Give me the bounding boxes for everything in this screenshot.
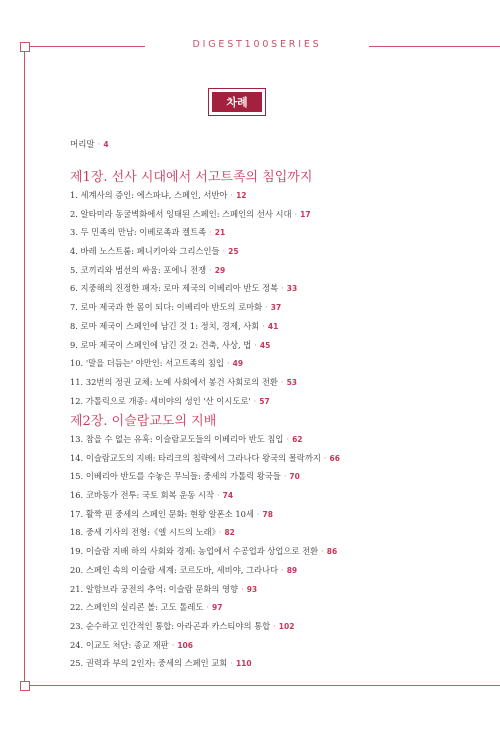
toc-entry-title: 3. 두 민족의 만남: 이베로족과 켈트족 — [70, 227, 207, 238]
toc-entry-title: 5. 코끼리와 범선의 싸움: 포에니 전쟁 — [70, 264, 207, 275]
separator-dot: · — [265, 302, 268, 313]
toc-entry-page: 41 — [267, 321, 279, 331]
separator-dot: · — [209, 264, 212, 275]
toc-entry-title: 25. 권력과 부의 2인자: 중세의 스페인 교회 — [70, 658, 228, 669]
separator-dot: · — [206, 602, 210, 613]
separator-dot: · — [254, 339, 257, 350]
toc-entry[interactable] — [70, 430, 340, 449]
toc-entry-title: 22. 스페인의 실리콘 볼: 고도 톨레도 — [70, 602, 204, 613]
separator-dot: · — [294, 208, 298, 219]
toc-entry-title: 9. 로마 제국이 스페인에 남긴 것 2: 건축, 사상, 법 — [70, 339, 252, 350]
toc-entry[interactable] — [70, 336, 311, 355]
toc-entry[interactable] — [70, 242, 311, 261]
separator-dot: · — [273, 620, 276, 631]
toc-entry-title: 15. 이베리아 반도를 수놓은 무늬들: 중세의 가톨릭 왕국들 — [70, 471, 281, 482]
toc-entry[interactable] — [70, 467, 340, 486]
toc-entry-page: 70 — [289, 472, 300, 482]
separator-dot: · — [209, 227, 212, 238]
separator-dot: · — [280, 376, 284, 387]
toc-entry-title: 1. 세계사의 증인: 에스파냐, 스페인, 서반아 — [70, 190, 228, 200]
toc-entry[interactable] — [70, 298, 311, 317]
toc-entry-page: 49 — [232, 359, 244, 369]
toc-entry[interactable] — [70, 392, 311, 411]
separator-dot: · — [217, 490, 220, 501]
toc-entry[interactable] — [70, 505, 340, 524]
separator-dot: · — [218, 527, 222, 538]
toc-entry-page: 110 — [235, 659, 252, 669]
series-label: DIGEST100SERIES — [145, 39, 369, 50]
toc-entry[interactable] — [70, 186, 311, 205]
toc-entry-page: 102 — [278, 621, 295, 631]
toc-entry[interactable] — [70, 580, 340, 599]
separator-dot: · — [230, 190, 234, 200]
toc-entry-page: 66 — [329, 453, 340, 463]
separator-dot: · — [256, 508, 260, 519]
toc-entry[interactable] — [70, 598, 340, 617]
toc-entry[interactable] — [70, 523, 340, 542]
toc-entry-title: 12. 가톨릭으로 개종: 세비야의 성인 '산 이시도로' — [70, 395, 251, 406]
toc-entry[interactable] — [70, 561, 340, 580]
toc-entry[interactable] — [70, 223, 311, 242]
toc-entry[interactable] — [70, 654, 340, 673]
toc-entry-title: 24. 이교도 처단: 종교 재판 — [70, 639, 169, 650]
separator-dot: · — [281, 564, 284, 575]
toc-entry-title: 10. '말을 더듬는' 야만인: 서고트족의 침입 — [70, 358, 224, 369]
frame-corner-top-left — [20, 42, 30, 52]
chapter-2-title: 제2장. 이슬람교도의 지배 — [70, 414, 217, 429]
chapter-1-title: 제1장. 선사 시대에서 서고트족의 침입까지 — [70, 170, 313, 185]
separator-dot: · — [281, 283, 284, 294]
toc-entry-page: 45 — [259, 340, 271, 350]
separator-dot: · — [323, 452, 327, 463]
toc-entry[interactable] — [70, 354, 311, 373]
toc-entry-page: 82 — [224, 528, 235, 538]
toc-entry-page: 78 — [262, 509, 273, 519]
frame-corner-bottom-left — [20, 681, 30, 691]
toc-entry-title: 19. 이슬람 지배 하의 사회와 경제: 농업에서 수공업과 상업으로 전환 — [70, 546, 319, 557]
toc-entry-page: 12 — [236, 191, 247, 200]
toc-entry-title: 11. 32번의 정권 교체: 노예 사회에서 봉건 사회로의 전환 — [70, 376, 278, 387]
chapter-2-list — [70, 430, 340, 673]
toc-entry-title: 7. 로마 제국과 한 몸이 되다: 이베리아 반도의 로마화 — [70, 302, 263, 313]
toc-entry-page: 53 — [286, 377, 298, 387]
toc-entry[interactable] — [70, 542, 340, 561]
toc-entry-title: 6. 지중해의 진정한 패자: 로마 제국의 이베리아 반도 정복 — [70, 283, 279, 294]
toc-entry-page: 17 — [300, 209, 311, 219]
toc-entry-page: 33 — [286, 284, 298, 294]
separator-dot: · — [226, 358, 230, 369]
separator-dot: · — [262, 320, 265, 331]
toc-entry-page: 57 — [259, 396, 270, 406]
toc-entry-page: 25 — [228, 247, 239, 257]
toc-entry-page: 74 — [222, 491, 234, 501]
preface-title: 머리말 — [70, 140, 95, 150]
toc-title: 차례 — [212, 92, 262, 112]
toc-entry-page: 89 — [286, 565, 298, 575]
preface-entry[interactable]: 머리말 · 4 — [70, 140, 109, 150]
separator-dot: · — [230, 658, 233, 669]
toc-entry-title: 13. 참을 수 없는 유혹: 이슬람교도들의 이베리아 반도 침입 — [70, 434, 284, 444]
toc-entry-page: 106 — [177, 640, 193, 650]
chapter-1-list — [70, 186, 311, 410]
separator-dot: · — [241, 583, 244, 594]
toc-entry[interactable] — [70, 636, 340, 655]
toc-entry-page: 21 — [214, 228, 226, 238]
toc-entry[interactable] — [70, 617, 340, 636]
toc-entry-title: 17. 활짝 핀 중세의 스페인 문화: 현왕 알폰소 10세 — [70, 508, 254, 519]
toc-entry[interactable] — [70, 205, 311, 224]
toc-entry[interactable] — [70, 486, 340, 505]
toc-entry-page: 62 — [292, 435, 303, 444]
toc-entry[interactable] — [70, 261, 311, 280]
toc-entry-title: 20. 스페인 속의 이슬람 세계: 코르도바, 세비야, 그라나다 — [70, 564, 279, 575]
separator-dot: · — [286, 434, 290, 444]
toc-title-box — [208, 88, 266, 116]
separator-dot: · — [222, 246, 226, 257]
toc-entry-title: 16. 코바동가 전투: 국토 회복 운동 시작 — [70, 490, 215, 501]
toc-entry-title: 23. 순수하고 인간적인 통합: 아라곤과 카스티야의 통합 — [70, 620, 271, 631]
toc-entry[interactable] — [70, 373, 311, 392]
preface-page: 4 — [103, 140, 109, 149]
toc-entry-page: 93 — [246, 584, 258, 594]
toc-entry-title: 21. 알함브라 궁전의 추억: 이슬람 문화의 영향 — [70, 583, 239, 594]
toc-entry-title: 4. 바레 노스트룸: 페니키아와 그리스인들 — [70, 246, 220, 257]
separator-dot: · — [283, 471, 287, 482]
toc-entry-page: 86 — [326, 547, 338, 557]
toc-entry-title: 18. 중세 기사의 전형:《엘 시드의 노래》 — [70, 527, 216, 538]
toc-entry-page: 37 — [270, 303, 282, 313]
toc-entry-title: 2. 알타미라 동굴벽화에서 잉태된 스페인: 스페인의 선사 시대 — [70, 208, 292, 219]
separator-dot: · — [253, 395, 257, 406]
toc-entry[interactable] — [70, 317, 311, 336]
separator-dot: · — [321, 546, 324, 557]
toc-entry[interactable] — [70, 449, 340, 468]
toc-entry-page: 29 — [214, 265, 226, 275]
separator-dot: · — [171, 639, 175, 650]
toc-entry-title: 14. 이슬람교도의 지배: 타리크의 침략에서 그라나다 왕국의 몰락까지 — [70, 452, 321, 463]
toc-entry-title: 8. 로마 제국이 스페인에 남긴 것 1: 정치, 경제, 사회 — [70, 320, 260, 331]
toc-entry-page: 97 — [212, 603, 223, 613]
toc-entry[interactable] — [70, 279, 311, 298]
